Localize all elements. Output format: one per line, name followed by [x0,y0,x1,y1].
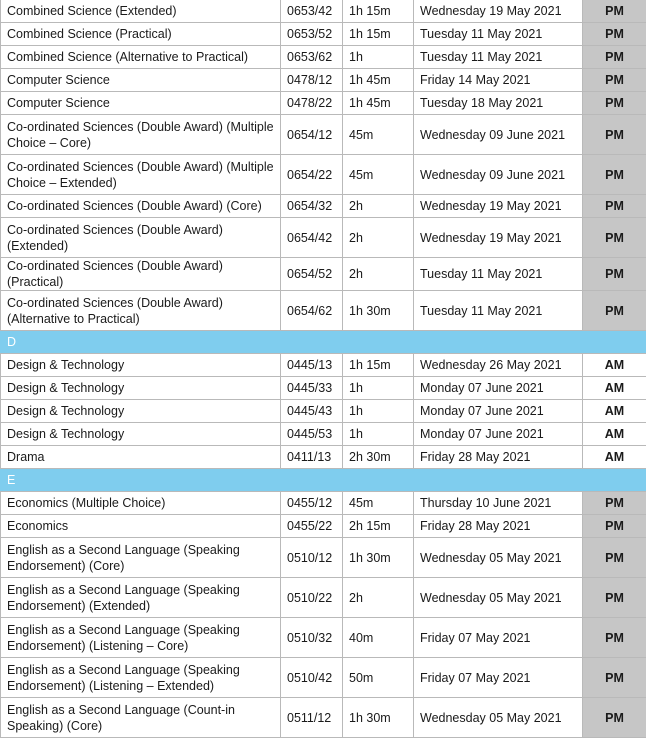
date-cell: Tuesday 11 May 2021 [414,23,583,46]
session-cell: PM [583,69,646,92]
session-cell: PM [583,578,646,618]
session-cell: AM [583,446,646,469]
date-cell: Wednesday 05 May 2021 [414,538,583,578]
table-row [1,23,646,46]
date-cell: Friday 28 May 2021 [414,515,583,538]
subject-cell: Design & Technology [1,400,281,423]
table-row [1,46,646,69]
code-cell: 0654/22 [281,155,343,195]
code-cell: 0455/22 [281,515,343,538]
session-cell: PM [583,658,646,698]
duration-cell: 2h 30m [343,446,414,469]
date-cell: Wednesday 26 May 2021 [414,354,583,377]
session-cell: PM [583,0,646,23]
session-cell: PM [583,218,646,258]
session-cell: PM [583,515,646,538]
date-cell: Tuesday 18 May 2021 [414,92,583,115]
duration-cell: 1h [343,46,414,69]
date-cell: Wednesday 05 May 2021 [414,578,583,618]
date-cell: Wednesday 09 June 2021 [414,155,583,195]
session-cell: PM [583,538,646,578]
table-row [1,115,646,155]
section-letter: E [1,469,646,492]
duration-cell: 1h 45m [343,92,414,115]
code-cell: 0510/12 [281,538,343,578]
table-row [1,538,646,578]
table-row [1,618,646,658]
duration-cell: 1h [343,423,414,446]
session-cell: PM [583,155,646,195]
duration-cell: 45m [343,155,414,195]
session-cell: AM [583,354,646,377]
session-cell: PM [583,195,646,218]
subject-cell: Combined Science (Practical) [1,23,281,46]
subject-cell: Combined Science (Extended) [1,0,281,23]
subject-cell: Co-ordinated Sciences (Double Award) (Alternative to Practical) [1,291,281,331]
table-row [1,92,646,115]
duration-cell: 2h [343,258,414,291]
code-cell: 0654/12 [281,115,343,155]
session-cell: PM [583,492,646,515]
session-cell: PM [583,698,646,738]
date-cell: Monday 07 June 2021 [414,377,583,400]
subject-cell: English as a Second Language (Count-in Speaking) (Core) [1,698,281,738]
date-cell: Monday 07 June 2021 [414,400,583,423]
code-cell: 0653/62 [281,46,343,69]
duration-cell: 1h 30m [343,291,414,331]
code-cell: 0455/12 [281,492,343,515]
table-row [1,492,646,515]
code-cell: 0653/52 [281,23,343,46]
table-row [1,218,646,258]
subject-cell: Design & Technology [1,377,281,400]
duration-cell: 1h 30m [343,698,414,738]
date-cell: Friday 07 May 2021 [414,658,583,698]
code-cell: 0445/43 [281,400,343,423]
code-cell: 0445/13 [281,354,343,377]
session-cell: PM [583,291,646,331]
duration-cell: 1h 15m [343,23,414,46]
code-cell: 0653/42 [281,0,343,23]
duration-cell: 2h 15m [343,515,414,538]
date-cell: Wednesday 09 June 2021 [414,115,583,155]
code-cell: 0478/22 [281,92,343,115]
duration-cell: 1h 15m [343,354,414,377]
table-row [1,155,646,195]
subject-cell: Design & Technology [1,423,281,446]
duration-cell: 40m [343,618,414,658]
session-cell: AM [583,423,646,446]
code-cell: 0654/52 [281,258,343,291]
code-cell: 0510/22 [281,578,343,618]
code-cell: 0510/42 [281,658,343,698]
code-cell: 0654/32 [281,195,343,218]
code-cell: 0511/12 [281,698,343,738]
table-row [1,578,646,618]
subject-cell: Economics [1,515,281,538]
date-cell: Wednesday 05 May 2021 [414,698,583,738]
subject-cell: Economics (Multiple Choice) [1,492,281,515]
session-cell: PM [583,618,646,658]
subject-cell: Combined Science (Alternative to Practical) [1,46,281,69]
date-cell: Monday 07 June 2021 [414,423,583,446]
subject-cell: Co-ordinated Sciences (Double Award) (Extended) [1,218,281,258]
duration-cell: 50m [343,658,414,698]
table-row [1,195,646,218]
table-row [1,69,646,92]
duration-cell: 1h [343,400,414,423]
code-cell: 0478/12 [281,69,343,92]
table-row [1,0,646,23]
date-cell: Tuesday 11 May 2021 [414,291,583,331]
date-cell: Tuesday 11 May 2021 [414,46,583,69]
date-cell: Friday 07 May 2021 [414,618,583,658]
subject-cell: Computer Science [1,92,281,115]
code-cell: 0654/62 [281,291,343,331]
session-cell: AM [583,400,646,423]
duration-cell: 1h [343,377,414,400]
exam-timetable-body [1,0,646,738]
table-row [1,446,646,469]
duration-cell: 2h [343,195,414,218]
session-cell: PM [583,92,646,115]
session-cell: PM [583,115,646,155]
subject-cell: English as a Second Language (Speaking Endorsement) (Extended) [1,578,281,618]
duration-cell: 45m [343,115,414,155]
table-row [1,377,646,400]
session-cell: AM [583,377,646,400]
subject-cell: Co-ordinated Sciences (Double Award) (Multiple Choice – Core) [1,115,281,155]
code-cell: 0654/42 [281,218,343,258]
section-letter: D [1,331,646,354]
subject-cell: English as a Second Language (Speaking Endorsement) (Listening – Core) [1,618,281,658]
duration-cell: 1h 45m [343,69,414,92]
duration-cell: 1h 15m [343,0,414,23]
table-row [1,291,646,331]
date-cell: Wednesday 19 May 2021 [414,195,583,218]
session-cell: PM [583,46,646,69]
subject-cell: Co-ordinated Sciences (Double Award) (Multiple Choice – Extended) [1,155,281,195]
table-row [1,698,646,738]
duration-cell: 2h [343,218,414,258]
date-cell: Friday 28 May 2021 [414,446,583,469]
subject-cell: Co-ordinated Sciences (Double Award) (Practical) [1,258,281,291]
subject-cell: Co-ordinated Sciences (Double Award) (Core) [1,195,281,218]
code-cell: 0411/13 [281,446,343,469]
date-cell: Friday 14 May 2021 [414,69,583,92]
code-cell: 0510/32 [281,618,343,658]
date-cell: Wednesday 19 May 2021 [414,218,583,258]
date-cell: Wednesday 19 May 2021 [414,0,583,23]
table-row [1,423,646,446]
duration-cell: 2h [343,578,414,618]
date-cell: Tuesday 11 May 2021 [414,258,583,291]
table-row [1,258,646,291]
date-cell: Thursday 10 June 2021 [414,492,583,515]
code-cell: 0445/53 [281,423,343,446]
section-header-row [1,331,646,354]
table-row [1,354,646,377]
subject-cell: English as a Second Language (Speaking Endorsement) (Listening – Extended) [1,658,281,698]
table-row [1,400,646,423]
table-row [1,515,646,538]
session-cell: PM [583,23,646,46]
subject-cell: Computer Science [1,69,281,92]
session-cell: PM [583,258,646,291]
duration-cell: 45m [343,492,414,515]
subject-cell: English as a Second Language (Speaking Endorsement) (Core) [1,538,281,578]
section-header-row [1,469,646,492]
duration-cell: 1h 30m [343,538,414,578]
table-row [1,658,646,698]
subject-cell: Design & Technology [1,354,281,377]
code-cell: 0445/33 [281,377,343,400]
subject-cell: Drama [1,446,281,469]
